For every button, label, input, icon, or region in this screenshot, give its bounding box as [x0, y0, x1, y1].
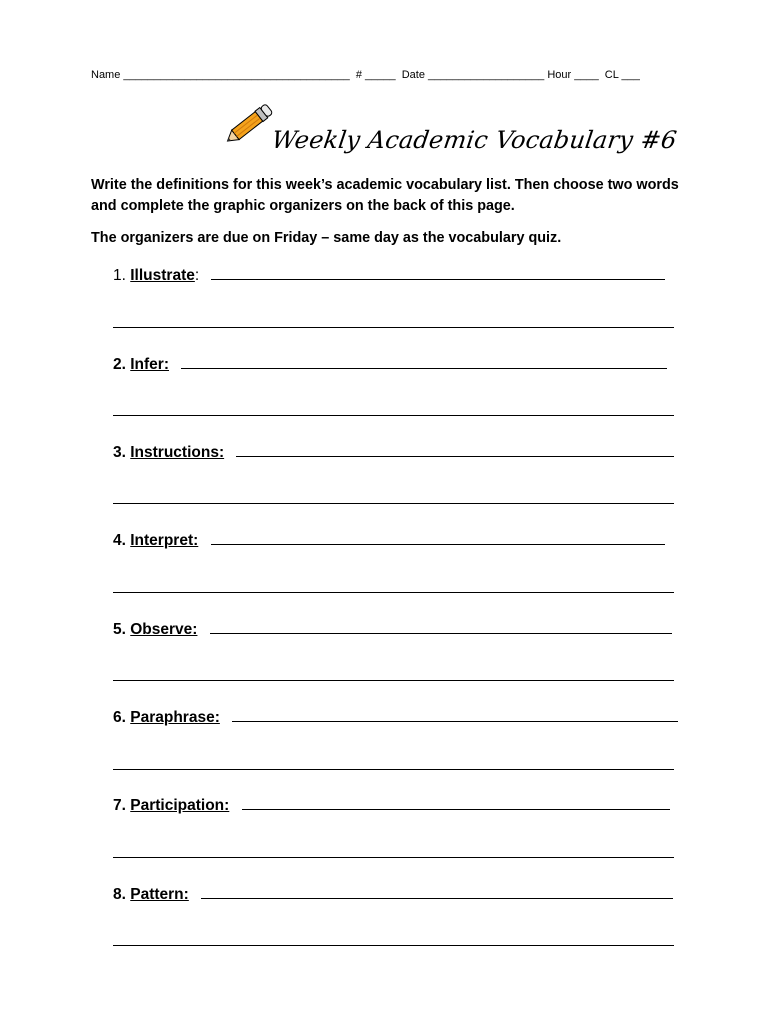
vocab-item-infer [113, 356, 667, 374]
vocab-term: Observe: [130, 621, 198, 638]
definition-line[interactable] [232, 720, 678, 722]
vocab-number: 1. [113, 267, 126, 284]
definition-line[interactable] [210, 632, 672, 634]
vocab-term: Illustrate [130, 267, 195, 284]
vocab-term: Instructions: [130, 444, 225, 461]
definition-line[interactable] [113, 769, 674, 770]
vocab-item-interpret [113, 532, 665, 550]
due-date-note: The organizers are due on Friday – same day as the vocabulary quiz. [91, 230, 562, 246]
vocab-term-colon: : [194, 267, 200, 284]
pencil-icon [218, 98, 278, 152]
vocab-item-pattern [113, 886, 673, 904]
definition-line[interactable] [113, 945, 674, 946]
definition-line[interactable] [201, 897, 673, 899]
vocab-number: 3. [113, 444, 126, 461]
vocab-number: 4. [113, 532, 126, 549]
instructions-text: Write the definitions for this week’s academic vocabulary list. Then choose two words and complete the graphic organizers on the back of this page. [91, 177, 679, 214]
vocab-term: Interpret: [130, 532, 199, 549]
definition-line[interactable] [211, 278, 665, 280]
definition-line[interactable] [211, 543, 665, 545]
definition-line[interactable] [113, 592, 674, 593]
vocab-number: 2. [113, 356, 126, 373]
definition-line[interactable] [113, 857, 674, 858]
vocab-term: Paraphrase: [130, 709, 220, 726]
vocab-term: Pattern: [130, 886, 189, 903]
definition-line[interactable] [181, 367, 667, 369]
vocab-item-participation [113, 797, 670, 815]
student-info-header: Name _____________________________________ # _____ Date ___________________ Hour ____ CL ___ [91, 69, 640, 81]
vocab-item-instructions [113, 444, 674, 462]
vocab-term: Infer: [130, 356, 169, 373]
vocab-number: 5. [113, 621, 126, 638]
definition-line[interactable] [113, 680, 674, 681]
vocab-item-paraphrase [113, 709, 678, 727]
vocab-number: 7. [113, 797, 126, 814]
vocab-item-illustrate [113, 267, 665, 285]
definition-line[interactable] [242, 808, 670, 810]
vocab-item-observe [113, 621, 672, 639]
vocab-number: 6. [113, 709, 126, 726]
definition-line[interactable] [113, 415, 674, 416]
definition-line[interactable] [236, 455, 674, 457]
definition-line[interactable] [113, 327, 674, 328]
definition-line[interactable] [113, 503, 674, 504]
vocab-number: 8. [113, 886, 126, 903]
page-title: Weekly Academic Vocabulary #6 [270, 126, 679, 154]
vocab-term: Participation: [130, 797, 230, 814]
